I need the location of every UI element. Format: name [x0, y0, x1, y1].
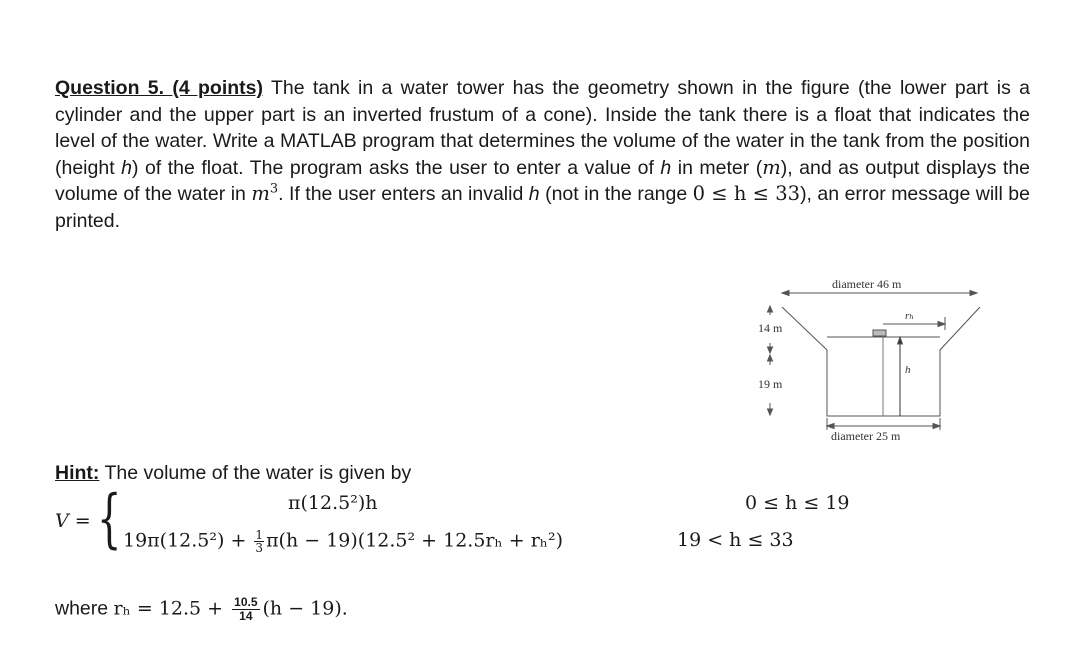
question-text-7: ), an error message will be printed.	[55, 183, 1030, 232]
arrow-head	[970, 291, 977, 296]
question-text-6: (not in the range	[539, 183, 693, 205]
arrow-head	[782, 291, 789, 296]
unit-exponent: 3	[269, 181, 279, 197]
one-third-fraction	[254, 529, 264, 554]
tank-outline	[782, 307, 980, 416]
question-text-3: in meter (	[671, 156, 763, 179]
lower-height-label: 19 m	[758, 377, 783, 391]
question-text-1: The tank in a water tower has the geometry shown in the figure (the lower part is a cylinder and the upper part is an inverted frustum of a cone). Inside the tank there is a float that indicates the level of the water. Write a MATLAB program that determines the volume of the water in the tank from the position (height	[55, 77, 1030, 179]
h-variable: h	[660, 156, 672, 179]
question-heading: Question 5. (4 points)	[55, 77, 264, 99]
question-text-2: ) of the float. The program asks the user to enter a value of	[131, 156, 661, 179]
case1-condition: 0 ≤ h ≤ 19	[745, 492, 850, 514]
tank-diagram	[752, 275, 992, 450]
arrow-head	[768, 355, 773, 361]
h-variable: h	[528, 183, 540, 205]
fraction-denominator: 14	[239, 609, 253, 623]
where-prefix: where	[55, 597, 114, 620]
case2-condition: 19 < h ≤ 33	[677, 529, 794, 551]
arrow-head	[768, 306, 773, 312]
rh-fraction	[232, 596, 259, 623]
case1-expression: π(12.5²)h	[288, 492, 378, 514]
arrow-head	[938, 322, 945, 327]
arrow-head	[768, 347, 773, 353]
upper-height-label: 14 m	[758, 321, 783, 335]
bottom-diameter-label: diameter 25 m	[831, 429, 901, 443]
arrow-head	[898, 337, 903, 344]
hint-text: The volume of the water is given by	[99, 462, 412, 484]
case2-expression	[123, 529, 563, 554]
rh-definition	[55, 596, 348, 623]
fraction-numerator: 10.5	[234, 595, 258, 609]
arrow-head	[933, 424, 940, 429]
volume-equation	[55, 482, 855, 560]
hint-label: Hint:	[55, 462, 100, 484]
rh-lhs: rₕ = 12.5 +	[113, 597, 230, 620]
tank-figure	[752, 275, 992, 450]
meter-variable: m	[762, 155, 781, 179]
case2-part-b: π(h − 19)(12.5² + 12.5rₕ + rₕ²)	[266, 529, 564, 552]
question-text-4: ), and as output displays the volume of the water in	[55, 156, 1031, 205]
question-text-5: . If the user enters an invalid	[278, 183, 529, 205]
arrow-head	[768, 409, 773, 415]
equation-lhs: V =	[55, 510, 91, 532]
case2-part-a: 19π(12.5²) +	[123, 529, 253, 552]
rh-rhs: (h − 19).	[262, 597, 348, 620]
question-paragraph	[55, 75, 1030, 234]
rh-label: rₕ	[905, 310, 915, 322]
arrow-head	[827, 424, 834, 429]
h-variable: h	[121, 156, 132, 179]
valid-range: 0 ≤ h ≤ 33	[692, 182, 801, 205]
float-marker	[873, 330, 886, 336]
curly-brace: {	[97, 482, 122, 556]
fraction-denominator: 3	[255, 541, 264, 555]
unit-base: m	[251, 182, 270, 205]
h-label: h	[905, 364, 911, 376]
top-diameter-label: diameter 46 m	[832, 277, 902, 291]
fraction-numerator: 1	[255, 528, 264, 542]
